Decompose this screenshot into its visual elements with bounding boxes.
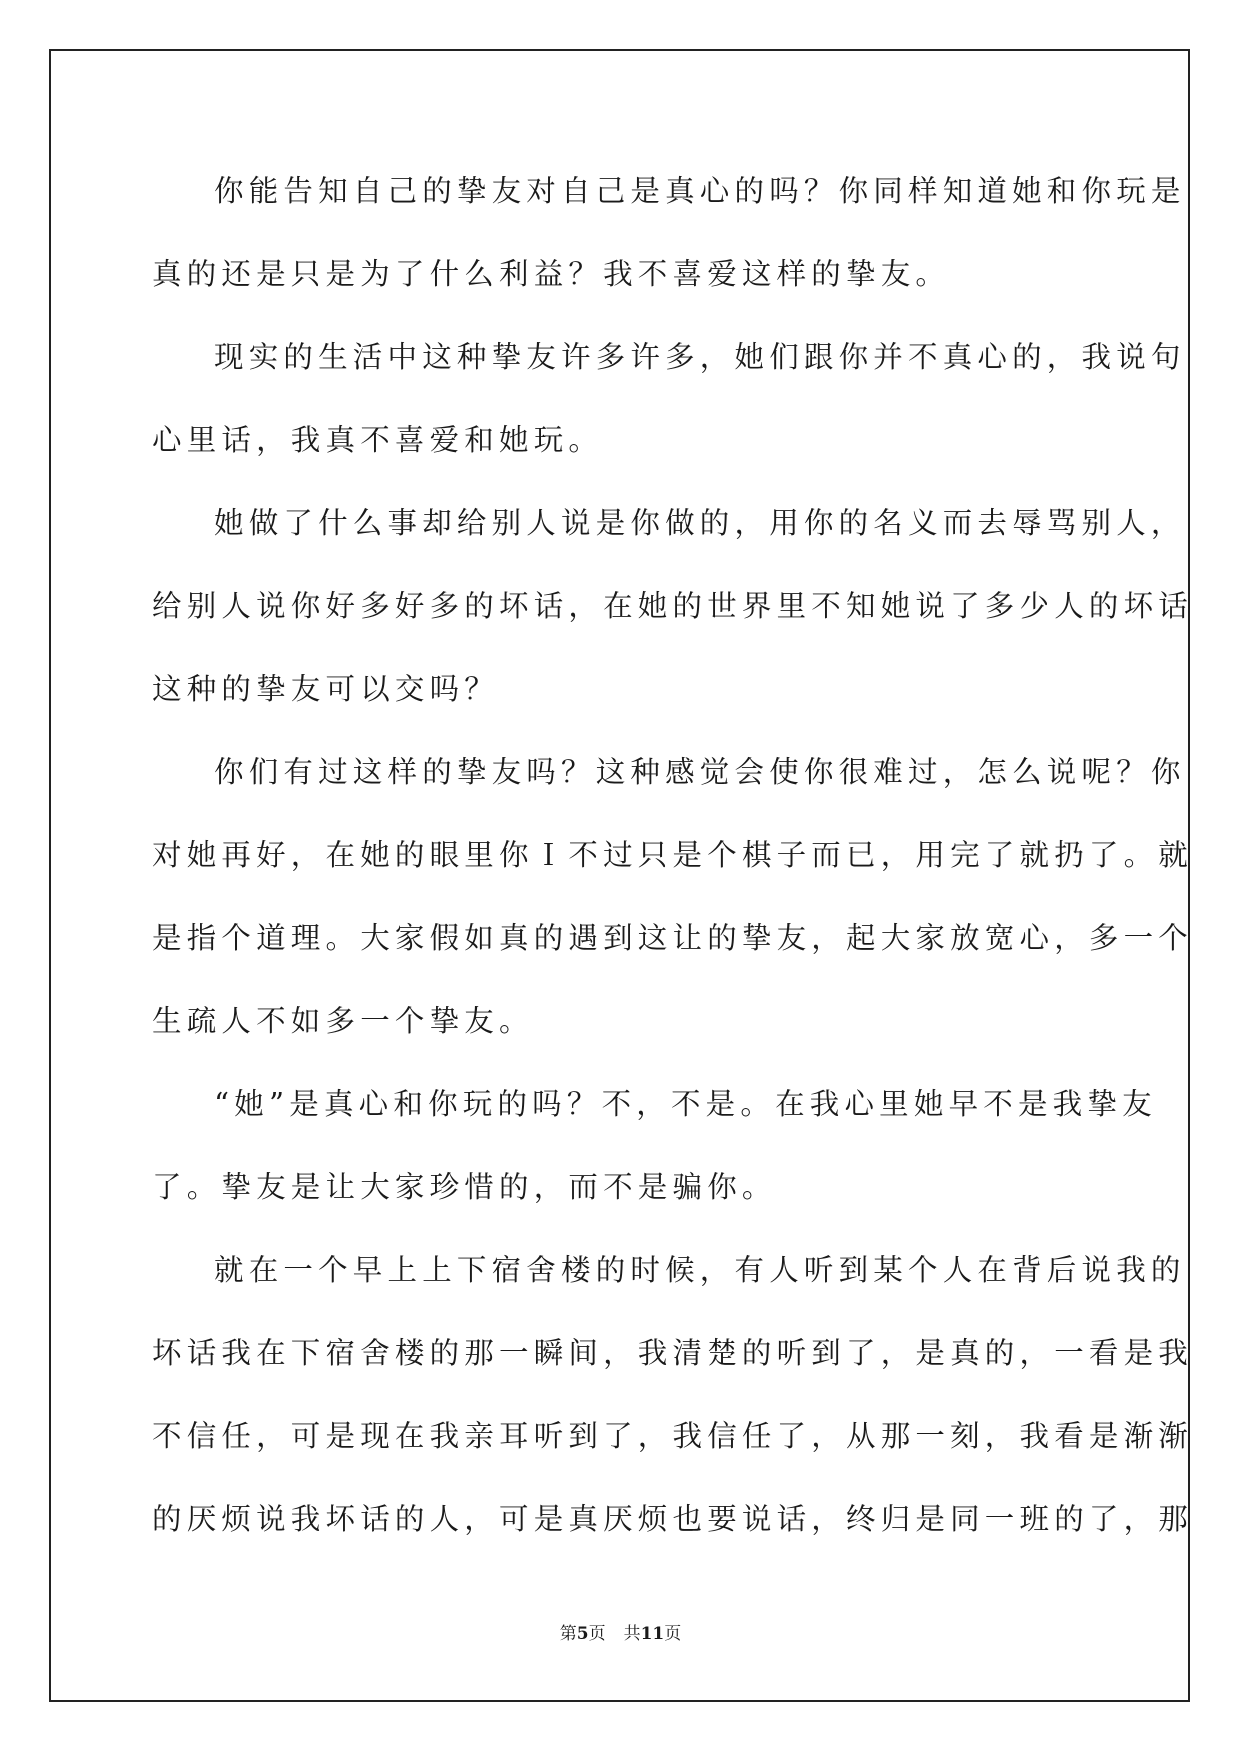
text-line: 了。挚友是让大家珍惜的，而不是骗你。 [152, 1170, 777, 1204]
text-line: 你们有过这样的挚友吗？这种感觉会使你很难过，怎么说呢？你 [214, 755, 1186, 789]
page-prefix: 第 [559, 1624, 577, 1644]
text-line: 给别人说你好多好多的坏话，在她的世界里不知她说了多少人的坏话 [152, 589, 1194, 623]
text-line: 不信任，可是现在我亲耳听到了，我信任了，从那一刻，我看是渐渐 [152, 1419, 1194, 1453]
document-body [152, 158, 1194, 1569]
text-line: 坏话我在下宿舍楼的那一瞬间，我清楚的听到了，是真的，一看是我 [152, 1336, 1194, 1370]
text-line: “她”是真心和你玩的吗？不，不是。在我心里她早不是我挚友 [214, 1087, 1157, 1121]
text-line: 对她再好，在她的眼里你Ｉ不过只是个棋子而已，用完了就扔了。就 [152, 838, 1194, 872]
text-line: 就在一个早上上下宿舍楼的时候，有人听到某个人在背后说我的 [214, 1253, 1186, 1287]
text-line: 你能告知自己的挚友对自己是真心的吗？你同样知道她和你玩是 [214, 174, 1186, 208]
text-line: 真的还是只是为了什么利益？我不喜爱这样的挚友。 [152, 257, 951, 291]
text-line: 生疏人不如多一个挚友。 [152, 1004, 534, 1038]
text-line: 她做了什么事却给别人说是你做的，用你的名义而去辱骂别人， [214, 506, 1186, 540]
page-footer [0, 1622, 1241, 1646]
text-line: 这种的挚友可以交吗？ [152, 672, 500, 706]
text-line: 心里话，我真不喜爱和她玩。 [152, 423, 604, 457]
text-line: 现实的生活中这种挚友许多许多，她们跟你并不真心的，我说句 [214, 340, 1186, 374]
total-prefix: 共 [623, 1624, 641, 1644]
text-line: 是指个道理。大家假如真的遇到这让的挚友，起大家放宽心，多一个 [152, 921, 1194, 955]
page-number: 5 [576, 1624, 589, 1644]
total-suffix: 页 [664, 1624, 682, 1644]
page-suffix: 页 [588, 1624, 606, 1644]
total-pages: 11 [640, 1624, 665, 1644]
text-line: 的厌烦说我坏话的人，可是真厌烦也要说话，终归是同一班的了，那 [152, 1502, 1194, 1536]
